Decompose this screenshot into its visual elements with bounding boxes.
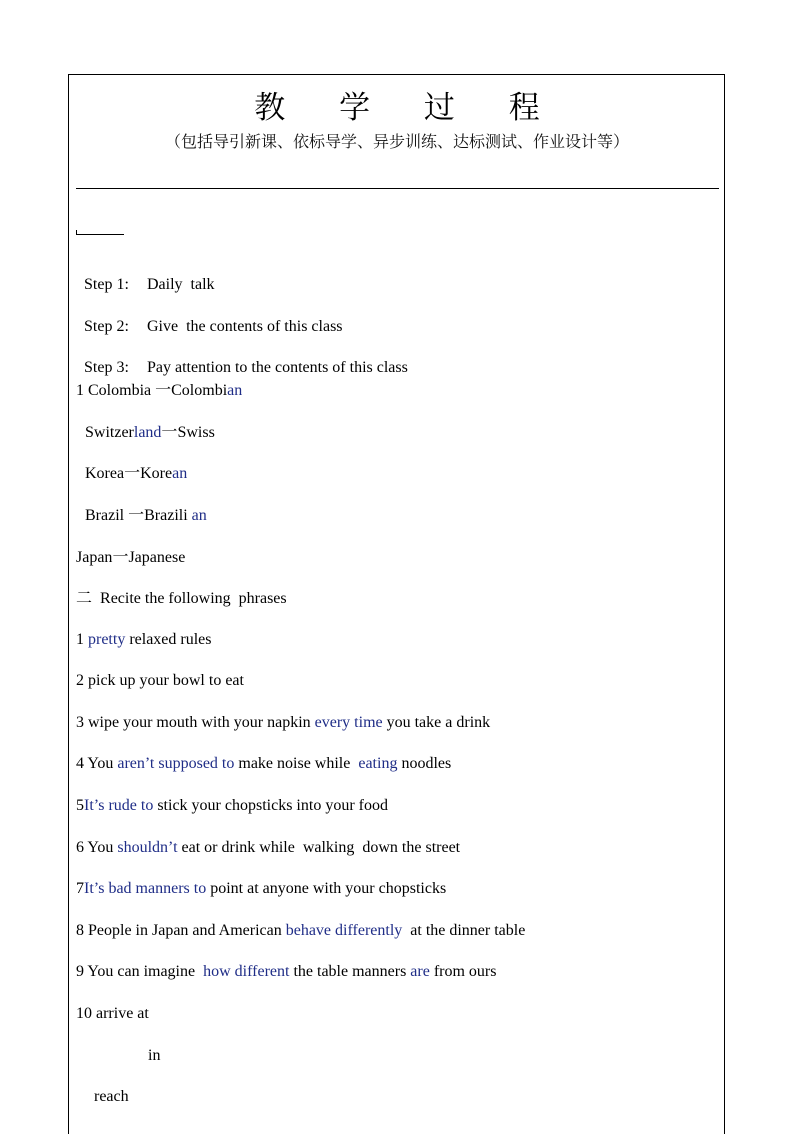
suffix-highlight: an — [191, 507, 207, 524]
country: Brazil — [85, 507, 129, 524]
step-3 — [76, 338, 408, 378]
phrase-number: 1 — [76, 631, 88, 648]
nationality-switzerland — [85, 422, 215, 443]
nationality-colombia — [76, 380, 242, 401]
phrase-9 — [76, 962, 496, 982]
phrase-highlight: how different — [203, 963, 290, 980]
phrase-text: make noise while — [234, 755, 359, 772]
suffix-highlight: an — [227, 382, 243, 399]
blank-mark-line — [76, 234, 124, 235]
phrase-highlight: shouldn’t — [117, 839, 178, 856]
dash: 一 — [155, 380, 172, 399]
phrase-2: 2 pick up your bowl to eat — [76, 672, 244, 689]
phrase-highlight: aren’t supposed to — [117, 755, 235, 772]
phrase-10-reach: reach — [94, 1088, 129, 1105]
phrase-3 — [76, 713, 490, 733]
phrase-6 — [76, 838, 460, 858]
header-divider — [76, 188, 719, 189]
step-label: Step 3: — [84, 359, 129, 376]
section-marker: 二 — [76, 588, 93, 607]
phrase-text: eat or drink while walking down the street — [177, 839, 461, 856]
nationality: Japanese — [128, 549, 186, 566]
page-subtitle: （包括导引新课、依标导学、异步训练、达标测试、作业设计等） — [164, 132, 629, 151]
phrase-text: relaxed rules — [125, 631, 212, 648]
phrase-1 — [76, 630, 212, 650]
phrase-text: 9 You can imagine — [76, 963, 204, 980]
phrase-8 — [76, 921, 525, 941]
phrase-text: 6 You — [76, 839, 118, 856]
nationality-japan — [76, 547, 185, 568]
nationality-korea — [85, 463, 187, 484]
nationality: Brazili — [144, 507, 192, 524]
phrase-7 — [76, 879, 446, 899]
dash: 一 — [161, 422, 178, 441]
step-text: Pay attention to the contents of this class — [147, 359, 408, 376]
page-title: 教 学 过 程 — [254, 90, 562, 126]
dash: 一 — [112, 547, 129, 566]
phrase-5 — [76, 796, 388, 816]
phrase-text: 4 You — [76, 755, 118, 772]
phrase-highlight: every time — [314, 714, 383, 731]
dash: 一 — [128, 505, 145, 524]
phrase-text: at the dinner table — [402, 922, 526, 939]
country: Japan — [76, 549, 113, 566]
country: Korea — [85, 465, 125, 482]
phrase-text: 3 wipe your mouth with your napkin — [76, 714, 315, 731]
section-2-heading — [76, 588, 287, 609]
phrase-highlight: eating — [358, 755, 398, 772]
step-label: Step 1: — [84, 276, 129, 293]
nationality: Colombi — [171, 382, 228, 399]
nationality-brazil — [85, 505, 207, 526]
nationality: Kore — [140, 465, 173, 482]
phrase-10-in: in — [148, 1047, 161, 1064]
suffix-highlight: an — [172, 465, 188, 482]
step-label: Step 2: — [84, 318, 129, 335]
phrase-highlight: It’s rude to — [84, 797, 154, 814]
phrase-text: from ours — [429, 963, 497, 980]
phrase-text: 8 People in Japan and American — [76, 922, 286, 939]
phrase-highlight: pretty — [88, 631, 126, 648]
section-title: Recite the following phrases — [100, 590, 287, 607]
nationality: Swiss — [177, 424, 215, 441]
phrase-text: noodles — [397, 755, 452, 772]
country: Switzer — [85, 424, 134, 441]
phrase-highlight: are — [410, 963, 430, 980]
step-text: Daily talk — [147, 276, 215, 293]
phrase-text: point at anyone with your chopsticks — [206, 880, 447, 897]
step-2 — [76, 297, 343, 337]
suffix-highlight: land — [133, 424, 162, 441]
dash: 一 — [124, 463, 141, 482]
step-text: Give the contents of this class — [147, 318, 343, 335]
step-1 — [76, 255, 215, 295]
phrase-number: 5 — [76, 797, 84, 814]
phrase-text: stick your chopsticks into your food — [153, 797, 388, 814]
phrase-highlight: behave differently — [285, 922, 403, 939]
country: 1 Colombia — [76, 382, 156, 399]
phrase-4 — [76, 754, 451, 774]
phrase-text: you take a drink — [382, 714, 491, 731]
phrase-highlight: It’s bad manners to — [84, 880, 207, 897]
phrase-number: 7 — [76, 880, 84, 897]
phrase-10: 10 arrive at — [76, 1005, 149, 1022]
phrase-text: the table manners — [289, 963, 411, 980]
